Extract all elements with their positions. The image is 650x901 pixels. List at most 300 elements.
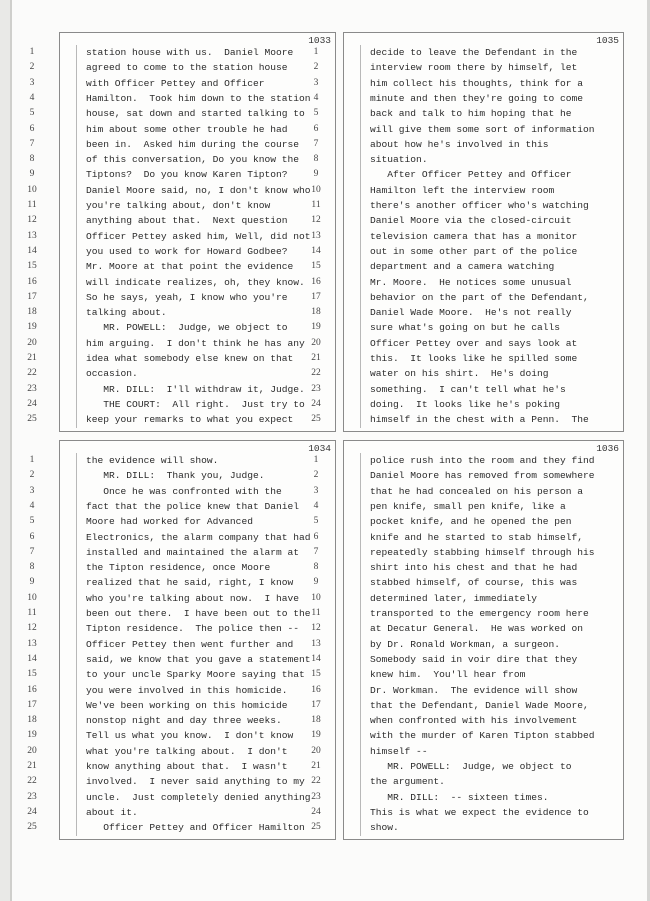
line-text: you were involved in this homicide.	[86, 684, 288, 696]
line-number: 13	[311, 230, 321, 241]
line-number: 24	[27, 806, 37, 817]
line-text: sure what's going on but he calls	[370, 322, 560, 334]
line-number: 20	[27, 745, 37, 756]
line-text: Officer Pettey over and says look at	[370, 337, 578, 349]
line-number: 4	[29, 500, 35, 511]
transcript-line	[27, 259, 335, 274]
line-number: 16	[311, 276, 321, 287]
line-number: 1	[313, 455, 319, 465]
line-text: been out there. I have been out to the	[86, 608, 311, 619]
line-text: with Officer Pettey and Officer	[86, 77, 265, 89]
page-number: 1035	[596, 35, 619, 46]
transcript-line	[27, 790, 335, 805]
line-number: 18	[311, 715, 321, 726]
transcript-line	[313, 152, 623, 167]
transcript-line	[29, 453, 335, 468]
line-text: MR. DILL: I'll withdraw it, Judge.	[86, 383, 305, 395]
line-text: Daniel Moore has removed from somewhere	[370, 470, 595, 482]
line-number: 22	[311, 368, 321, 379]
line-number: 12	[27, 215, 37, 226]
transcript-line	[29, 575, 335, 590]
line-text: Daniel Moore said, no, I don't know who	[86, 184, 311, 196]
line-number: 10	[27, 184, 37, 195]
line-text: him arguing. I don't think he has any	[86, 337, 305, 349]
line-text: MR. DILL: -- sixteen times.	[370, 791, 549, 803]
line-text: house, sat down and started talking to	[86, 108, 305, 120]
transcript-line	[29, 122, 335, 137]
line-text: determined later, immediately	[370, 592, 537, 604]
line-number: 11	[27, 200, 37, 210]
line-text: Electronics, the alarm company that had	[86, 531, 311, 543]
transcript-line	[313, 76, 623, 91]
line-number: 15	[311, 669, 321, 680]
line-number: 7	[313, 138, 319, 149]
line-number: 15	[27, 669, 37, 680]
line-text: MR. POWELL: Judge, we object to	[86, 322, 288, 334]
line-number: 10	[311, 184, 321, 195]
transcript-page-1034	[27, 440, 336, 840]
transcript-line	[29, 45, 335, 60]
transcript-line	[27, 606, 335, 621]
line-text: shirt into his chest and that he had	[370, 562, 578, 574]
line-text: anything about that. Next question	[86, 215, 288, 227]
line-text: MR. POWELL: Judge, we object to	[370, 761, 572, 772]
transcript-line	[27, 305, 335, 320]
transcript-line	[29, 152, 335, 167]
line-text: MR. DILL: Thank you, Judge.	[86, 470, 265, 482]
line-number: 3	[313, 485, 319, 496]
line-text: at Decatur General. He was worked on	[370, 623, 584, 635]
line-text: We've been working on this homicide	[86, 699, 288, 711]
line-number: 19	[311, 730, 321, 741]
line-number: 25	[27, 414, 37, 425]
line-text: knew him. You'll hear from	[370, 669, 526, 681]
line-number: 18	[27, 307, 37, 318]
line-text: by Dr. Ronald Workman, a surgeon.	[370, 638, 560, 650]
line-text: Officer Pettey then went further and	[86, 638, 294, 650]
line-number: 8	[29, 154, 35, 165]
transcript-line	[313, 530, 623, 545]
line-text: interview room there by himself, let	[370, 62, 578, 74]
line-number: 8	[313, 562, 319, 573]
transcript-line	[311, 290, 623, 305]
line-text: installed and maintained the alarm at	[86, 546, 300, 558]
transcript-line	[27, 290, 335, 305]
transcript-line	[27, 805, 335, 820]
line-text: Once he was confronted with the	[86, 485, 282, 497]
line-number: 10	[27, 592, 37, 603]
line-number: 23	[27, 383, 37, 394]
line-number: 14	[27, 653, 37, 664]
line-number: 5	[29, 108, 35, 119]
transcript-line	[27, 213, 335, 228]
line-number: 1	[29, 455, 35, 465]
line-number: 5	[313, 108, 319, 119]
line-number: 14	[311, 245, 321, 256]
line-text: himself in the chest with a Penn. The	[370, 414, 589, 426]
line-number: 11	[311, 608, 321, 618]
line-number: 2	[29, 470, 35, 481]
transcript-line	[311, 382, 623, 397]
transcript-line	[311, 637, 623, 652]
line-number: 15	[311, 261, 321, 272]
transcript-line	[27, 397, 335, 412]
transcript-line	[27, 774, 335, 789]
transcript-line	[27, 652, 335, 667]
line-text: with the murder of Karen Tipton stabbed	[370, 730, 595, 742]
line-text: transported to the emergency room here	[370, 608, 589, 619]
page-lines	[311, 45, 623, 428]
line-text: been in. Asked him during the course	[86, 138, 300, 150]
transcript-line	[311, 244, 623, 259]
transcript-line	[27, 320, 335, 335]
line-text: when confronted with his involvement	[370, 715, 578, 727]
line-number: 17	[27, 699, 37, 710]
line-number: 1	[313, 47, 319, 57]
line-text: occasion.	[86, 368, 138, 380]
transcript-line	[29, 560, 335, 575]
transcript-line	[311, 713, 623, 728]
line-number: 13	[27, 638, 37, 649]
page-number: 1034	[308, 443, 331, 454]
line-number: 13	[27, 230, 37, 241]
line-text: himself --	[370, 745, 428, 757]
line-number: 8	[29, 562, 35, 573]
line-text: the Tipton residence, once Moore	[86, 562, 271, 574]
transcript-line	[27, 728, 335, 743]
transcript-line	[311, 336, 623, 351]
transcript-line	[311, 744, 623, 759]
line-text: Daniel Wade Moore. He's not really	[370, 307, 572, 319]
transcript-line	[313, 560, 623, 575]
transcript-line	[313, 45, 623, 60]
line-number: 17	[27, 291, 37, 302]
line-text: you used to work for Howard Godbee?	[86, 245, 288, 257]
line-text: that the Defendant, Daniel Wade Moore,	[370, 699, 589, 711]
line-text: Hamilton left the interview room	[370, 184, 555, 196]
transcript-line	[311, 320, 623, 335]
transcript-line	[311, 759, 623, 774]
line-number: 21	[27, 761, 37, 771]
line-number: 3	[29, 485, 35, 496]
transcript-line	[311, 229, 623, 244]
transcript-line	[29, 484, 335, 499]
transcript-line	[313, 91, 623, 106]
line-number: 7	[313, 546, 319, 557]
transcript-line	[29, 530, 335, 545]
line-number: 16	[27, 276, 37, 287]
line-text: of this conversation, Do you know the	[86, 154, 300, 166]
line-text: station house with us. Daniel Moore	[86, 47, 294, 58]
transcript-line	[27, 275, 335, 290]
line-number: 19	[311, 322, 321, 333]
line-text: Hamilton. Took him down to the station	[86, 92, 311, 104]
transcript-line	[27, 412, 335, 427]
transcript-line	[311, 198, 623, 213]
transcript-line	[311, 351, 623, 366]
line-text: back and talk to him hoping that he	[370, 108, 572, 120]
line-text: Somebody said in voir dire that they	[370, 653, 578, 665]
transcript-line	[29, 106, 335, 121]
line-text: decide to leave the Defendant in the	[370, 47, 578, 58]
line-number: 21	[27, 353, 37, 363]
transcript-line	[29, 91, 335, 106]
page-lines	[27, 45, 335, 428]
line-text: Mr. Moore at that point the evidence	[86, 261, 294, 273]
transcript-line	[313, 122, 623, 137]
transcript-line	[313, 514, 623, 529]
line-text: what you're talking about. I don't	[86, 745, 288, 757]
line-number: 8	[313, 154, 319, 165]
line-number: 6	[29, 531, 35, 542]
transcript-line	[311, 606, 623, 621]
line-text: After Officer Pettey and Officer	[370, 169, 572, 181]
page-number: 1033	[308, 35, 331, 46]
line-number: 4	[313, 92, 319, 103]
line-text: stabbed himself, of course, this was	[370, 577, 578, 589]
transcript-page-1033	[27, 32, 336, 432]
line-number: 12	[27, 623, 37, 634]
transcript-line	[27, 713, 335, 728]
transcript-line	[29, 545, 335, 560]
line-number: 15	[27, 261, 37, 272]
transcript-line	[311, 183, 623, 198]
transcript-line	[27, 759, 335, 774]
line-text: will indicate realizes, oh, they know.	[86, 276, 305, 288]
line-text: show.	[370, 822, 399, 834]
transcript-line	[311, 790, 623, 805]
line-number: 7	[29, 546, 35, 557]
line-number: 18	[27, 715, 37, 726]
transcript-line	[311, 774, 623, 789]
line-number: 23	[27, 791, 37, 802]
line-number: 25	[311, 414, 321, 425]
transcript-line	[313, 575, 623, 590]
transcript-line	[27, 351, 335, 366]
line-text: this. It looks like he spilled some	[370, 353, 578, 364]
line-text: involved. I never said anything to my	[86, 776, 305, 788]
transcript-line	[27, 336, 335, 351]
line-text: about it.	[86, 806, 138, 818]
line-text: repeatedly stabbing himself through his	[370, 546, 595, 558]
line-text: there's another officer who's watching	[370, 200, 589, 211]
transcript-line	[27, 198, 335, 213]
line-number: 4	[313, 500, 319, 511]
line-number: 6	[313, 123, 319, 134]
line-text: Officer Pettey and Officer Hamilton	[86, 822, 305, 834]
line-number: 5	[29, 516, 35, 527]
transcript-line	[27, 229, 335, 244]
line-text: the argument.	[370, 776, 445, 788]
line-number: 17	[311, 699, 321, 710]
line-number: 2	[313, 470, 319, 481]
line-number: 1	[29, 47, 35, 57]
line-number: 21	[311, 761, 321, 771]
line-number: 17	[311, 291, 321, 302]
transcript-line	[313, 484, 623, 499]
line-number: 25	[311, 822, 321, 833]
line-number: 22	[311, 776, 321, 787]
transcript-line	[29, 76, 335, 91]
line-number: 2	[29, 62, 35, 73]
line-text: Tipton residence. The police then --	[86, 623, 300, 635]
line-number: 16	[311, 684, 321, 695]
line-text: Moore had worked for Advanced	[86, 516, 253, 528]
transcript-line	[311, 259, 623, 274]
transcript-line	[311, 805, 623, 820]
line-text: him about some other trouble he had	[86, 123, 288, 135]
line-number: 24	[311, 806, 321, 817]
page-lines	[311, 453, 623, 836]
line-number: 12	[311, 623, 321, 634]
line-text: him collect his thoughts, think for a	[370, 77, 584, 89]
transcript-line	[27, 591, 335, 606]
line-text: out in some other part of the police	[370, 245, 578, 257]
transcript-line	[311, 412, 623, 427]
line-text: will give them some sort of information	[370, 123, 595, 135]
transcript-line	[313, 106, 623, 121]
line-number: 14	[311, 653, 321, 664]
line-number: 10	[311, 592, 321, 603]
line-number: 7	[29, 138, 35, 149]
line-text: talking about.	[86, 307, 167, 319]
line-text: Dr. Workman. The evidence will show	[370, 684, 578, 696]
transcript-line	[27, 637, 335, 652]
line-text: department and a camera watching	[370, 261, 555, 273]
transcript-line	[29, 499, 335, 514]
line-text: keep your remarks to what you expect	[86, 414, 294, 426]
transcript-line	[27, 667, 335, 682]
line-number: 2	[313, 62, 319, 73]
transcript-line	[311, 667, 623, 682]
transcript-line	[311, 820, 623, 835]
line-text: something. I can't tell what he's	[370, 383, 566, 395]
line-text: who you're talking about now. I have	[86, 592, 300, 604]
line-number: 19	[27, 730, 37, 741]
line-text: about how he's involved in this	[370, 138, 549, 150]
line-number: 24	[27, 398, 37, 409]
transcript-line	[29, 137, 335, 152]
line-number: 9	[313, 577, 319, 588]
page-lines	[27, 453, 335, 836]
line-number: 19	[27, 322, 37, 333]
transcript-line	[29, 514, 335, 529]
transcript-line	[27, 820, 335, 835]
transcript-line	[311, 652, 623, 667]
line-text: to your uncle Sparky Moore saying that	[86, 669, 305, 681]
transcript-line	[27, 698, 335, 713]
line-text: fact that the police knew that Daniel	[86, 500, 300, 512]
line-text: agreed to come to the station house	[86, 62, 288, 74]
line-number: 6	[313, 531, 319, 542]
line-text: that he had concealed on his person a	[370, 485, 584, 497]
line-text: doing. It looks like he's poking	[370, 398, 560, 410]
transcript-line	[313, 545, 623, 560]
line-text: water on his shirt. He's doing	[370, 368, 549, 380]
line-text: police rush into the room and they find	[370, 455, 595, 466]
line-number: 23	[311, 791, 321, 802]
line-number: 11	[311, 200, 321, 210]
line-number: 18	[311, 307, 321, 318]
transcript-line	[27, 366, 335, 381]
line-text: This is what we expect the evidence to	[370, 806, 589, 818]
transcript-line	[313, 453, 623, 468]
transcript-line	[311, 213, 623, 228]
line-text: Tiptons? Do you know Karen Tipton?	[86, 169, 288, 181]
line-number: 12	[311, 215, 321, 226]
transcript-line	[27, 244, 335, 259]
transcript-line	[311, 683, 623, 698]
line-number: 16	[27, 684, 37, 695]
line-text: the evidence will show.	[86, 455, 219, 466]
line-number: 5	[313, 516, 319, 527]
line-number: 3	[29, 77, 35, 88]
line-number: 20	[27, 337, 37, 348]
transcript-line	[311, 621, 623, 636]
transcript-line	[29, 468, 335, 483]
line-number: 22	[27, 368, 37, 379]
transcript-line	[311, 698, 623, 713]
transcript-line	[27, 621, 335, 636]
transcript-line	[313, 137, 623, 152]
transcript-line	[27, 744, 335, 759]
line-text: nonstop night and day three weeks.	[86, 715, 282, 727]
line-number: 14	[27, 245, 37, 256]
transcript-line	[311, 366, 623, 381]
transcript-line	[313, 499, 623, 514]
line-text: Tell us what you know. I don't know	[86, 730, 294, 742]
line-number: 23	[311, 383, 321, 394]
line-text: Daniel Moore via the closed-circuit	[370, 215, 572, 227]
transcript-line	[313, 468, 623, 483]
transcript-line	[311, 275, 623, 290]
line-number: 20	[311, 745, 321, 756]
line-number: 13	[311, 638, 321, 649]
transcript-line	[311, 728, 623, 743]
page-number: 1036	[596, 443, 619, 454]
line-text: behavior on the part of the Defendant,	[370, 291, 589, 303]
line-text: uncle. Just completely denied anything	[86, 791, 311, 803]
line-text: THE COURT: All right. Just try to	[86, 398, 305, 410]
transcript-sheet	[10, 0, 650, 901]
line-text: minute and then they're going to come	[370, 92, 584, 104]
line-number: 9	[29, 169, 35, 180]
line-number: 20	[311, 337, 321, 348]
line-number: 9	[313, 169, 319, 180]
transcript-line	[313, 167, 623, 182]
line-text: idea what somebody else knew on that	[86, 353, 294, 364]
line-number: 11	[27, 608, 37, 618]
line-text: knife and he started to stab himself,	[370, 531, 584, 543]
line-text: Mr. Moore. He notices some unusual	[370, 276, 572, 288]
transcript-line	[311, 397, 623, 412]
line-text: pocket knife, and he opened the pen	[370, 516, 572, 528]
line-number: 22	[27, 776, 37, 787]
transcript-line	[313, 60, 623, 75]
line-number: 4	[29, 92, 35, 103]
line-number: 25	[27, 822, 37, 833]
line-text: you're talking about, don't know	[86, 200, 271, 211]
line-text: said, we know that you gave a statement	[86, 653, 311, 665]
transcript-line	[311, 305, 623, 320]
line-text: know anything about that. I wasn't	[86, 761, 288, 772]
line-text: television camera that has a monitor	[370, 230, 578, 242]
transcript-line	[29, 60, 335, 75]
transcript-line	[29, 167, 335, 182]
line-number: 21	[311, 353, 321, 363]
line-number: 3	[313, 77, 319, 88]
transcript-line	[27, 683, 335, 698]
